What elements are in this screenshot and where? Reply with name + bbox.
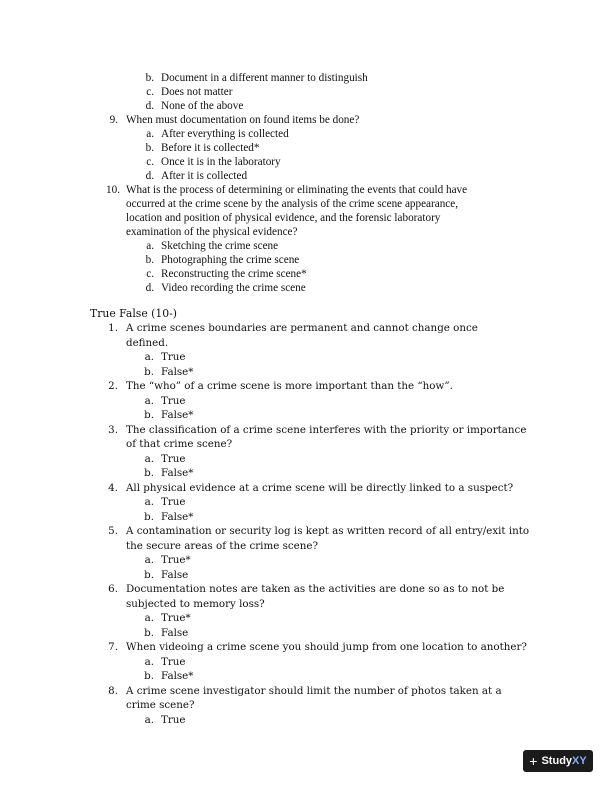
answer-option: a. After everything is collected (146, 128, 289, 140)
question-continuation: occurred at the crime scene by the analysis of the crime scene appearance, (126, 198, 459, 210)
section-heading: True False (10-) (90, 307, 177, 320)
answer-option: c. Once it is in the laboratory (146, 156, 281, 168)
brand-logo-text: StudyXY (541, 755, 587, 767)
answer-option: c. Does not matter (146, 86, 233, 98)
answer-option: a. True (144, 452, 186, 465)
question: 8. A crime scene investigator should limit the number of photos taken at a (108, 684, 502, 697)
answer-option: a. True (144, 394, 186, 407)
plus-icon: + (529, 753, 538, 769)
answer-option: b. Document in a different manner to distinguish (145, 72, 368, 84)
answer-option: b. False* (144, 467, 194, 479)
question: 6. Documentation notes are taken as the activities are done so as to not be (108, 583, 505, 595)
answer-option: a. True* (144, 612, 191, 624)
answer-option: b. False* (144, 365, 194, 378)
answer-option: b. False* (144, 409, 194, 421)
answer-option: b. False (144, 626, 189, 639)
question: 3. The classification of a crime scene interferes with the priority or importance (108, 423, 527, 436)
answer-option: d. None of the above (145, 100, 244, 112)
question: 7. When videoing a crime scene you should jump from one location to another? (108, 641, 527, 653)
question-continuation: subjected to memory loss? (126, 597, 265, 610)
answer-option: c. Reconstructing the crime scene* (146, 268, 307, 280)
answer-option: b. Photographing the crime scene (145, 254, 300, 266)
multiple-choice-section (0, 71, 612, 295)
answer-option: a. Sketching the crime scene (146, 240, 279, 252)
question-continuation: crime scene? (126, 699, 195, 711)
question-continuation: defined. (126, 336, 169, 349)
question: 5. A contamination or security log is kept as written record of all entry/exit into (108, 525, 530, 537)
answer-option: b. False (144, 568, 189, 581)
question: 2. The “who” of a crime scene is more important than the “how”. (108, 380, 453, 392)
studyxy-badge[interactable] (523, 750, 593, 772)
answer-option: b. False* (144, 510, 194, 523)
question: 4. All physical evidence at a crime scene will be directly linked to a suspect? (108, 481, 514, 494)
answer-option: a. True* (144, 554, 191, 566)
question: 9. When must documentation on found items be done? (109, 114, 360, 126)
question-continuation: the secure areas of the crime scene? (126, 539, 318, 552)
question-continuation: location and position of physical evidence, and the forensic laboratory (126, 212, 441, 224)
question: 10. What is the process of determining or eliminating the events that could have (106, 184, 468, 196)
answer-option: a. True (144, 713, 186, 726)
answer-option: a. True (144, 351, 186, 363)
answer-option: b. Before it is collected* (145, 142, 260, 154)
answer-option: d. After it is collected (145, 170, 248, 182)
question-continuation: of that crime scene? (126, 438, 233, 450)
question: 1. A crime scenes boundaries are permanent and cannot change once (108, 322, 478, 334)
answer-option: a. True (144, 655, 186, 668)
true-false-section (0, 321, 612, 727)
answer-option: d. Video recording the crime scene (145, 282, 306, 294)
answer-option: a. True (144, 496, 186, 508)
question-continuation: examination of the physical evidence? (126, 226, 298, 238)
answer-option: b. False* (144, 670, 194, 682)
